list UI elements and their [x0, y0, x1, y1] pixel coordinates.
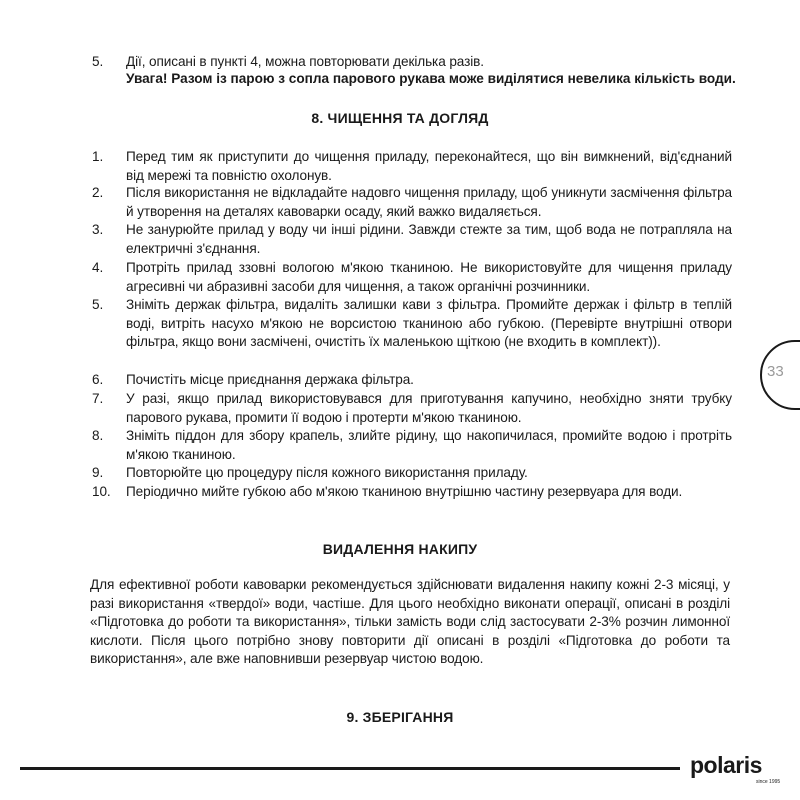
step-number: 2. [92, 185, 104, 200]
cleaning-step-2 [92, 184, 732, 221]
step-text: Зніміть піддон для збору крапель, злийте рідину, що накопичилася, промийте водою і протріть м'якою тканиною. [126, 428, 732, 462]
step-number: 7. [92, 391, 104, 406]
intro-step-5 [92, 53, 732, 72]
step-number: 6. [92, 372, 104, 387]
footer-rule [20, 767, 680, 770]
step-text: Перед тим як приступити до чищення приладу, переконайтеся, що він вимкнений, від'єднаний від мережі та повністю охолонув. [126, 149, 732, 183]
cleaning-step-7 [92, 390, 732, 427]
descaling-title: ВИДАЛЕННЯ НАКИПУ [322, 541, 478, 557]
section-8-title: 8. ЧИЩЕННЯ ТА ДОГЛЯД [311, 110, 489, 126]
cleaning-step-10 [92, 483, 732, 502]
step-text: Не занурюйте прилад у воду чи інші рідини. Завжди стежте за тим, щоб вода не потрапляла на електричні з'єднання. [126, 222, 732, 256]
step-text: Після використання не відкладайте надовго чищення приладу, щоб уникнути засмічення фільтра й утворення на деталях кавоварки осаду, який важко видаляється. [126, 185, 732, 219]
cleaning-step-8 [92, 427, 732, 464]
page-number: 33 [767, 363, 784, 380]
descaling-paragraph: Для ефективної роботи кавоварки рекомендується здійснювати видалення накипу кожні 2-3 місяці, у разі використання «твердої» води, частіше. Для цього необхідно виконати операції, описані в розділі «Підготовка до роботи та використання», тільки замість води слід застосувати 2-3% розчин лимонної кислоти. Після цього потрібно знову повторити дії описані в розділі «Підготовка до роботи та використання», але вже наповнивши резервуар чистою водою. [90, 577, 730, 666]
cleaning-step-6 [92, 371, 732, 390]
step-number: 8. [92, 428, 104, 443]
cleaning-step-5 [92, 296, 732, 352]
section-9-title: 9. ЗБЕРІГАННЯ [346, 709, 454, 725]
step-number: 3. [92, 222, 104, 237]
step-number: 4. [92, 260, 104, 275]
step-text: Дії, описані в пункті 4, можна повторювати декілька разів. [126, 54, 484, 69]
cleaning-step-9 [92, 464, 732, 483]
polaris-logo: polaris [690, 752, 762, 778]
step-number: 5. [92, 297, 104, 312]
step-text: Повторюйте цю процедуру після кожного використання приладу. [126, 465, 528, 480]
step-text: Протріть прилад ззовні вологою м'якою тканиною. Не використовуйте для чищення приладу агресивні чи абразивні засоби для чищення, а також органічні розчинники. [126, 260, 732, 294]
step-number: 9. [92, 465, 104, 480]
cleaning-step-4 [92, 259, 732, 296]
step-number: 5. [92, 54, 104, 69]
cleaning-step-3 [92, 221, 732, 258]
step-text: Зніміть держак фільтра, видаліть залишки кави з фільтра. Промийте держак і фільтр в теплій воді, витріть насухо м'якою не ворсистою тканиною або губкою. (Перевірте внутрішні отвори фільтра, якщо вони засмічені, очистіть їх маленькою щіткою (не входить в комплект)). [126, 297, 732, 349]
step-text: Почистіть місце приєднання держака фільтра. [126, 372, 414, 387]
step-number: 10. [92, 484, 111, 499]
step-text: Періодично мийте губкою або м'якою тканиною внутрішню частину резервуара для води. [126, 484, 683, 499]
cleaning-step-1 [92, 148, 732, 185]
steam-warning: Увага! Разом із парою з сопла парового рукава може виділятися невелика кількість води. [126, 71, 736, 86]
logo-tagline: since 1995 [756, 779, 781, 785]
step-text: У разі, якщо прилад використовувався для приготування капучино, необхідно зняти трубку парового рукава, промити її водою і протерти м'якою тканиною. [126, 391, 732, 425]
step-number: 1. [92, 149, 104, 164]
